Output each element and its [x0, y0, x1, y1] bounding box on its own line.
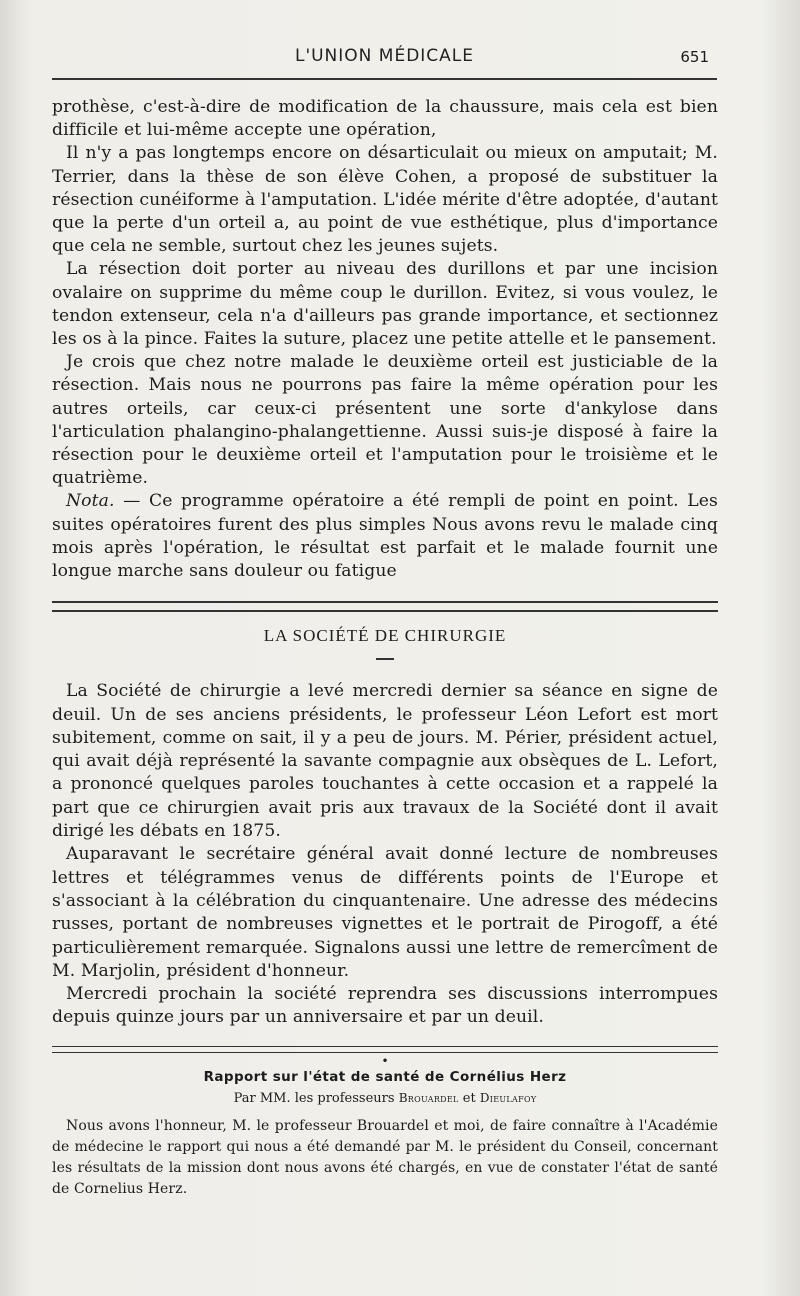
- author-joiner: et: [462, 1090, 476, 1106]
- paragraph: La résection doit porter au niveau des durillons et par une incision ovalaire on supprime du même coup le durillon. Evitez, si vous voulez, le tendon extenseur, cela n'a d'ailleurs pas grande importance, et sectionnez les os à la pince. Faites la suture, placez une petite attelle et le pansement.: [52, 259, 718, 350]
- paragraph: La Société de chirurgie a levé mercredi dernier sa séance en signe de deuil. Un de ses anciens présidents, le professeur Léon Lefort est mort subitement, comme on sait, il y a peu de jours. M. Périer, président actuel, qui avait déjà représenté la savante compagnie aux obsèques de L. Lefort, a prononcé quelques paroles touchantes à cette occasion et a rappelé la part que ce chirurgien avait pris aux travaux de la Société dont il avait dirigé les débats en 1875.: [52, 681, 718, 842]
- page-number: 651: [680, 48, 709, 66]
- paragraph: Mercredi prochain la société reprendra ses discussions interrompues depuis quinze jours par un anniversaire et par un deuil.: [52, 984, 718, 1028]
- author-name: Brouardel: [398, 1090, 459, 1105]
- paragraph-continued: prothèse, c'est-à-dire de modification de la chaussure, mais cela est bien difficile et lui-même accepte une opération,: [52, 97, 718, 141]
- nota-text: — Ce programme opératoire a été rempli de point en point. Les suites opératoires furent des plus simples Nous avons revu le malade cinq mois après l'opération, le résultat est parfait et le malade fournit une longue marche sans douleur ou fatigue: [52, 491, 718, 582]
- section-divider: [52, 601, 718, 612]
- report-bullet: •: [381, 1053, 389, 1068]
- report-title: Rapport sur l'état de santé de Cornélius Herz: [203, 1068, 567, 1085]
- authors-prefix: Par MM. les professeurs: [233, 1090, 395, 1106]
- page-header: [52, 38, 717, 78]
- running-title: L'UNION MÉDICALE: [294, 46, 475, 66]
- report-divider: [52, 1046, 718, 1053]
- nota-paragraph: [52, 490, 718, 583]
- paragraph: Auparavant le secrétaire général avait donné lecture de nombreuses lettres et télégrammes venus de différents points de l'Europe et s'associant à la célébration du cinquantenaire. Une adresse des médecins russes, portant de nombreuses vignettes et le portrait de Pirogoff, a été particulièrement remarquée. Signalons aussi une lettre de remercîment de M. Marjolin, président d'honneur.: [52, 844, 718, 981]
- section-title: LA SOCIÉTÉ DE CHIRURGIE: [263, 626, 507, 646]
- main-text: [52, 96, 718, 1200]
- report-paragraph: Nous avons l'honneur, M. le professeur Brouardel et moi, de faire connaître à l'Académie de médecine le rapport qui nous a été demandé par M. le président du Conseil, concernant les résultats de la mission dont nous avons été chargés, en vue de constater l'état de santé de Cornelius Herz.: [52, 1117, 718, 1197]
- nota-label: Nota.: [66, 491, 115, 512]
- author-name: Dieulafoy: [479, 1090, 537, 1105]
- header-rule: [52, 78, 717, 80]
- report-authors: [52, 1091, 718, 1106]
- report-body: [52, 1116, 718, 1200]
- title-dash: [376, 658, 394, 660]
- paragraph: Il n'y a pas longtemps encore on désarticulait ou mieux on amputait; M. Terrier, dans la thèse de son élève Cohen, a proposé de substituer la résection cunéiforme à l'amputation. L'idée mérite d'être adoptée, d'autant que la perte d'un orteil a, au point de vue esthétique, plus d'importance que cela ne semble, surtout chez les jeunes sujets.: [52, 143, 718, 257]
- paragraph: Je crois que chez notre malade le deuxième orteil est justiciable de la résection. Mais nous ne pourrons pas faire la même opération pour les autres orteils, car ceux-ci présentent une sorte d'ankylose dans l'articulation phalangino-phalangettienne. Aussi suis-je disposé à faire la résection pour le deuxième orteil et l'amputation pour le troisième et le quatrième.: [52, 352, 718, 489]
- section-body: [52, 680, 718, 1029]
